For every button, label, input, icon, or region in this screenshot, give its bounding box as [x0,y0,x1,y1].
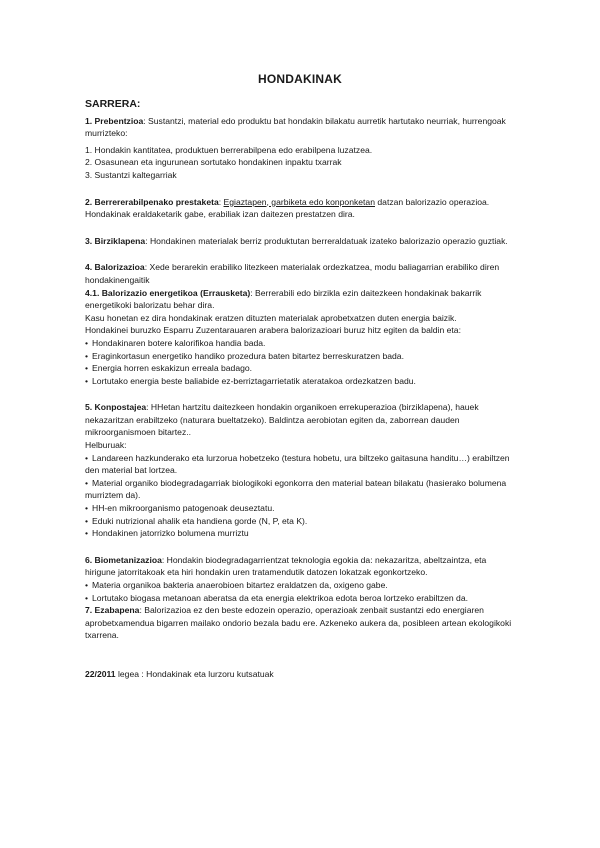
section-text: Sustantzi, material edo produktu bat hondakin bilakatu aurretik hartutako neurriak, hurrengoak murrizteko: [85,115,506,139]
law-title: legea : Hondakinak eta lurzoru kutsatuak [115,668,274,679]
section-berrerabilpena: 2. Berrererabilpenako prestaketa: Egiaztapen, garbiketa edo konponketan datzan balorizazio operazioa. Hondakinak eraldaketarik gabe, erabiliak izan daitezen prestatzen dira. [85,196,490,220]
section-text: Hondakin biodegradagarrientzat teknologia egokia da: nekazaritza, abeltzaintza, eta hirigune jatorritakoak eta hiri hondakin uren tratamendutik datozen lokatzak egonkortzeko. [85,554,487,578]
section-label: 4. Balorizazioa [85,262,145,273]
subsection-text: Berrerabili edo birzikla ezin daitezkeen hondakinak bakarrik energetikoki balorizatu behar dira. [85,287,482,311]
subsection-balorizazio-energetikoa: 4.1. Balorizazio energetikoa (Errausketa): Berrerabili edo birzikla ezin daitezkeen hondakinak bakarrik energetikoki balorizatu behar dira. [85,287,482,311]
paragraph: Hondakinei buruzko Esparru Zuzentarauaren arabera balorizazioari buruz hitz egiten da baldin eta: [85,325,461,336]
paragraph: Kasu honetan ez dira hondakinak eratzen dituzten materialak aprobetxatzen duten energia baizik. [85,312,457,323]
bullet-item: • Lortutako energia beste baliabide ez-berriztagarrietatik ateratakoa ordezkatzen badu. [85,375,515,388]
section-label: 6. Biometanizazioa [85,554,162,565]
section-text: HHetan hartzitu daitezkeen hondakin organikoen errekuperazioa (birziklapena), hauek nekazaritzan erabiltzeko (naturara bueltatzeko). Baldintza aerobiotan egiten da, zaborrean dauden mikroorganismoen bitartez.. [85,402,479,438]
bullet-item: • Hondakinen jatorrizko bolumena murriztu [85,527,515,540]
section-label: 1. Prebentzioa [85,115,144,126]
section-label: 2. Berrererabilpenako prestaketa [85,196,219,207]
bullet-item: • Hondakinaren botere kalorifikoa handia bada. [85,337,515,350]
law-number: 22/2011 [85,668,116,679]
section-text: Xede berarekin erabiliko litezkeen materialak ordezkatzea, modu baliagarrian erabiliko diren hondakinengaitik [85,262,500,285]
section-label: 3. Birziklapena [85,235,146,246]
section-konpostajea: 5. Konpostajea: HHetan hartzitu daitezkeen hondakin organikoen errekuperazioa (birziklapena), hauek nekazaritzan erabiltzeko (naturara bueltatzeko). Baldintza aerobiotan egiten da, zaborrean dauden mikroorganismoen bitartez.. [85,402,479,438]
bullet-item: • Materia organikoa bakteria anaerobioen bitartez eraldatzen da, oxigeno gabe. [85,579,515,592]
intro-heading: SARRERA: [85,98,141,110]
subsection-label: 4.1. Balorizazio energetikoa (Errausketa) [85,287,251,298]
bullet-item: • Material organiko biodegradagarriak biologikoki egonkorra den material batean bilakatu (hasierako bolumena murriztem da). [85,477,515,502]
bullet-item: • Energia horren eskakizun erreala badago. [85,362,515,375]
list-item: 3. Sustantzi kaltegarriak [85,169,177,180]
underlined-text: Egiaztapen, garbiketa edo konponketan [223,196,375,207]
section-text: Hondakinen materialak berriz produktutan berreraldatuak izateko balorizazio operazio guztiak. [149,235,508,246]
section-ezabapena: 7. Ezabapena: Balorizazioa ez den beste edozein operazio, operazioak zenbait sustantzi edo energiaren aprobetxamendua bigarren mailako ondorio bezala badu ere. Azkeneko aukera da, posibleen artean ekologikoki txarrena. [85,605,512,641]
bullet-item: • Eduki nutrizional ahalik eta handiena gorde (N, P, eta K). [85,515,515,528]
document-title: HONDAKINAK [258,72,342,86]
section-label: 5. Konpostajea [85,402,147,413]
section-text: datzan balorizazio operazioa. Hondakinak eraldaketarik gabe, erabiliak izan daitezen prestatzen dira. [85,196,490,220]
bullet-item: • Landareen hazkunderako eta lurzorua hobetzeko (testura hobetu, ura biltzeko gaitasuna handitu…) erabiltzen den material bat lortzea. [85,452,515,477]
document-body [85,98,515,681]
section-text: Balorizazioa ez den beste edozein operazio, operazioak zenbait sustantzi edo energiaren aprobetxamendua bigarren mailako ondorio bezala badu ere. Azkeneko aukera da, posibleen artean ekologikoki txarrena. [85,605,512,641]
helburuak-label: Helburuak: [85,440,127,451]
section-balorizazioa: 4. Balorizazioa: Xede berarekin erabiliko litezkeen materialak ordezkatzea, modu baliagarrian erabiliko diren hondakinengaitik [85,262,500,285]
section-label: 7. Ezabapena [85,605,140,616]
list-item: 1. Hondakin kantitatea, produktuen berrerabilpena edo erabilpena luzatzea. [85,144,373,155]
bullet-item: • HH-en mikroorganismo patogenoak deuseztatu. [85,502,515,515]
bullet-item: • Lortutako biogasa metanoan aberatsa da eta energia elektrikoa edota beroa lortzeko erabiltzen da. [85,592,515,605]
section-prebentzioa: 1. Prebentzioa: Sustantzi, material edo produktu bat hondakin bilakatu aurretik hartutako neurriak, hurrengoak murrizteko: [85,115,506,139]
section-birziklapena: 3. Birziklapena: Hondakinen materialak berriz produktutan berreraldatuak izateko balorizazio operazio guztiak. [85,235,508,246]
law-reference [85,668,515,681]
list-item: 2. Osasunean eta ingurunean sortutako hondakinen inpaktu txarrak [85,157,342,168]
bullet-item: • Eraginkortasun energetiko handiko prozedura baten bitartez berreskuratzen bada. [85,350,515,363]
section-biometanizazioa: 6. Biometanizazioa: Hondakin biodegradagarrientzat teknologia egokia da: nekazaritza, abeltzaintza, eta hirigune jatorritakoak eta hiri hondakin uren tratamendutik datozen lokatzak egonkortzeko. [85,554,487,578]
